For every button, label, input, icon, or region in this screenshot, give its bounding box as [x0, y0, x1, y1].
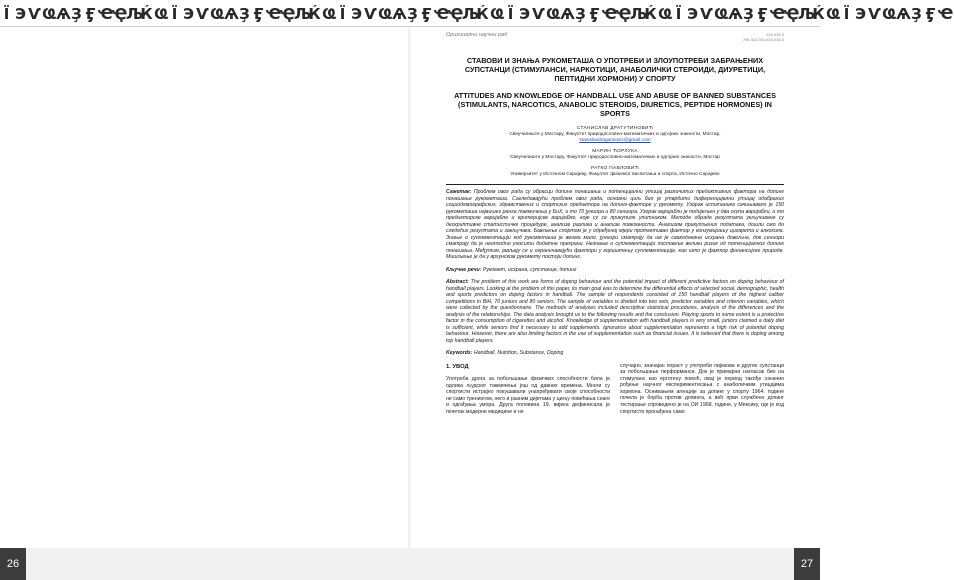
ornament-glyph: Ї — [339, 5, 347, 23]
body-paragraph: случајно, значајан пораст у употреби лијекова и других супстанци за побољшање перформанси. Док је примарни нагласак био на стимуланс као ерготену помоћ, овај је период такође означио рођење научног експериментисања с анаболичким утицајима хормона. Оснивањем агенције за допинг у спорту 1964. године почела је борба против допинга, а већ први службено допинг тестирање спроведено је на ОИ 1968. године, у Мексику, где је код спортиста пронађена само — [620, 362, 784, 415]
ornament-glyph: Ї — [507, 5, 515, 23]
ornament-glyph: Ҩ — [714, 5, 730, 23]
ornament-glyph: Ӻ — [421, 5, 433, 23]
article-top-row — [446, 32, 784, 50]
udc-code-2: 796.322:351.615.035.3 — [742, 37, 784, 42]
body-columns — [446, 363, 784, 416]
udc-codes — [743, 32, 784, 42]
author-affiliation: Универзитет у Источном Сарајеву, Факултет физичког васпитања и спорта, Источно Сарајево — [510, 172, 720, 177]
ornament-glyph: Ҩ — [378, 5, 394, 23]
ornament-glyph: Љ — [798, 5, 817, 23]
author-affiliation: Свеучилиште у Мостару, Факултет природословно-математичких и одгојних знаности, Мостар — [510, 155, 720, 160]
keywords-en-text: Handball, Nutrition, Substance, Doping — [473, 350, 564, 356]
ornament-glyph: Ҿ — [448, 5, 465, 23]
article-title-english: ATTITUDES AND KNOWLEDGE OF HANDBALL USE AND ABUSE OF BANNED SUBSTANCES (STIMULANTS, NARCOTICS, ANABOLIC STEROIDS, DIURETICS, PEPTIDE HORMONES) IN SPORTS — [454, 91, 776, 118]
abstract-text: The problem of this work are forms of doping behaviour and the potential impact of different predictive factors on doping behaviour of handball players. Looking at the problem of this paper, its main goal was to determine the differential effects of selected social, demographic, health and sports predictors on doping factors in handball. The sample of respondents consisted of 150 handball players of the highest caliber competitions in BiH, 70 juniors and 80 seniors. The sample of variables is divided into two sets, predictor variables and criterion variables, which were collected by the questionnaire. The methods of analyses included descriptive statistical procedures, analysis of the differences and the analysis of the relationships. The data analysis brought us to the following results and the conclusion. Playing sports to some extent is a protective factor in the consumption of cigarettes and alcohol. Knowledge of supplementation with handball players is very small, juniors claimed a daily diet is sufficient, while seniors find it necessary to add supplements. Ignorance about supplementation represents a high risk of potential doping behaviour. However, there are also limiting factors in the use of supplementation such as financial issues. It is believed that there is doping among top handball players. — [446, 279, 784, 344]
ornament-glyph: Ҙ — [239, 5, 251, 23]
ornament-glyph: Ї — [843, 5, 851, 23]
ornament-glyph: Ҩ — [826, 5, 842, 23]
author-name: РАТКО ПАВЛОВИЋ — [590, 166, 640, 171]
ornament-glyph: Ѵ — [196, 5, 210, 23]
keywords-label: Кључне речи: — [446, 266, 482, 273]
keywords-text: Рукомет, исхрана, супстанце, допинг — [482, 266, 577, 273]
ornament-glyph: Ҽ — [770, 5, 787, 23]
ornament-glyph: Ӻ — [757, 5, 769, 23]
article-title-serbian: СТАВОВИ И ЗНАЊА РУКОМЕТАША О УПОТРЕБИ И ЗЛОУПОТРЕБИ ЗАБРАЊЕНИХ СУПСТАНЦИ (СТИМУЛАНСИ, НАРКОТИЦИ, АНАБОЛИЧКИ СТЕРОИДИ, ДИУРЕТИЦИ, ПЕПТИДНИ ХОРМОНИ) У СПОРТУ — [464, 56, 766, 83]
ornament-glyph: Ӻ — [589, 5, 601, 23]
keywords-serbian — [446, 267, 784, 274]
ornament-glyph: Ќ — [476, 5, 490, 23]
ornament-glyph: Ќ — [644, 5, 658, 23]
header-ornament-band — [0, 0, 954, 28]
author-block-2 — [446, 149, 784, 161]
ornament-glyph: Ҩ — [490, 5, 506, 23]
ornament-underline — [0, 26, 820, 27]
ornament-glyph: Ѧ — [392, 5, 408, 23]
ornament-glyph: Ҙ — [575, 5, 587, 23]
ornament-glyph: Ҿ — [616, 5, 633, 23]
ornament-glyph: Э — [686, 5, 699, 23]
page-gutter — [408, 28, 412, 548]
ornament-glyph: Ќ — [812, 5, 826, 23]
author-name: СТАНИСЛАВ ДРАГУТИНОВИЋ — [576, 126, 654, 131]
ornament-glyph: Ҩ — [210, 5, 226, 23]
ornament-glyph: Љ — [294, 5, 313, 23]
ornament-glyph: Ҩ — [154, 5, 170, 23]
ornament-glyph: Љ — [462, 5, 481, 23]
ornament-glyph: Ҙ — [407, 5, 419, 23]
ornament-glyph: Ҩ — [882, 5, 898, 23]
ornament-glyph: Ӻ — [85, 5, 97, 23]
footer-bar — [0, 548, 820, 580]
ornament-glyph: Ҩ — [546, 5, 562, 23]
ornament-glyph: Ѧ — [560, 5, 576, 23]
ornament-glyph: Ѵ — [868, 5, 882, 23]
summary-serbian — [446, 189, 784, 261]
summary-text: Проблем овог рада су обрасци допинг понашања и потенцијални утицај различитих предиктивних фактора на допинг понашање рукометаша. Сагледавајући проблем овог рада, основни циљ био је утврдити диференцијални утицај одабраних социодемографских, здравствених и спортских предиктора на допинг-факторе у рукомету. Узорак испитаника сачињавало је 150 рукометаша највишег ранга такмичења у БиХ, и то 70 јуниора и 80 сениора. Узорак варијабли је подијељен у два скупа варијабли, и то предикторске варијабле и критеријске варијабле, које су се прикупиле упитником. Методе обраде резултата укључиване су дескриптивне статистичке процедуре, анализе разлика и анализе повезаности. Анализом прикупљених података, дошли смо до следећих резултата и закључака. Бављење спортом је у одређеној мјери протективан фактор у конзумирању цигарета и алкохола. Знање о суплементацији код рукометаша је веома мало, јуниори сматрају да им је свакодневна исхрана довољна, док сениори сматрају да је неопходно уносити додатне прехрани. Незнање о суплементацији поставље велики ризик од потенцијалног допинг понашања. Међутим, јављају се и ограничавајући фактори у кориштењу суплементације, као што је фактор финансијске природе. Мишљење је да у врхунском рукомету постоји допинг. — [446, 189, 784, 260]
ornament-glyph: Ї — [3, 5, 11, 23]
ornament-glyph: Ҽ — [602, 5, 619, 23]
body-column-left — [446, 363, 610, 416]
ornament-glyph: Љ — [630, 5, 649, 23]
body-column-right — [620, 363, 784, 416]
author-block-3 — [446, 166, 784, 178]
page-number-right: 27 — [794, 548, 820, 580]
author-name: МАРИН ЋОРЛУКА — [592, 149, 638, 154]
ornament-glyph: Ї — [171, 5, 179, 23]
ornament-glyph: Ѧ — [56, 5, 72, 23]
ornament-glyph: Ҽ — [266, 5, 283, 23]
right-page — [446, 32, 784, 544]
page-number-left: 26 — [0, 548, 26, 580]
ornament-glyph: Ҩ — [42, 5, 58, 23]
ornament-glyph: Ѧ — [224, 5, 240, 23]
keywords-en-label: Keywords: — [446, 350, 473, 356]
ornament-glyph: Ӻ — [925, 5, 937, 23]
ornament-glyph: Ѧ — [728, 5, 744, 23]
abstract-label: Abstract: — [446, 279, 469, 285]
ornament-glyph: Э — [182, 5, 195, 23]
ornament-glyph: Ѵ — [532, 5, 546, 23]
abstract-english — [446, 279, 784, 344]
ornament-glyph: Ќ — [140, 5, 154, 23]
ornament-glyph: Ѵ — [364, 5, 378, 23]
ornament-glyph: Ҙ — [71, 5, 83, 23]
ornament-glyph: Ҩ — [322, 5, 338, 23]
ornament-glyph: Ҽ — [434, 5, 451, 23]
ornament-glyph: Ѧ — [896, 5, 912, 23]
keywords-english — [446, 350, 784, 357]
udc-code-1: 615.035.3 — [766, 32, 784, 37]
ornament-glyph: Ҿ — [280, 5, 297, 23]
author-block-1 — [446, 126, 784, 144]
ornament-glyph: Ҿ — [784, 5, 801, 23]
ornament-glyph: Ҿ — [112, 5, 129, 23]
ornament-glyph: Љ — [126, 5, 145, 23]
ornament-glyph: Ќ — [308, 5, 322, 23]
ornament-glyph: Ӻ — [253, 5, 265, 23]
summary-label: Сажетак: — [446, 189, 472, 195]
abstract-separator — [446, 184, 784, 185]
ornament-glyph: Ҙ — [743, 5, 755, 23]
ornament-glyph: Э — [518, 5, 531, 23]
article-category: Оригинални научни рад — [446, 32, 508, 38]
ornament-glyph: Ҽ — [98, 5, 115, 23]
ornament-pattern — [0, 0, 952, 28]
ornament-glyph: Э — [14, 5, 27, 23]
author-email-link[interactable]: stanislavdragutinovic@gmail.com — [579, 138, 651, 143]
body-paragraph: Употреба дрога за побољшање физичких способности била је одлика људског такмичења још од давних времена. Многи су спортисти истрајно покушавали унапређивати своје способности не само тренингом, него и разним дијетама у циљу повећања снаге и одгађања умора. Друга половина 19. вијека дефинисала је почетак модерне медицине и не — [446, 376, 610, 416]
section-heading: 1. УВОД — [446, 363, 469, 370]
ornament-glyph: Ѵ — [700, 5, 714, 23]
ornament-glyph: Ѵ — [28, 5, 42, 23]
ornament-glyph: Э — [854, 5, 867, 23]
ornament-glyph: Ҩ — [658, 5, 674, 23]
ornament-glyph: Ї — [675, 5, 683, 23]
ornament-glyph: Э — [350, 5, 363, 23]
ornament-glyph: Ҽ — [938, 5, 954, 23]
author-affiliation: Свеучилиште у Мостару, Факултет природословно-математичких и одгојних знаности, Мостар, — [509, 132, 721, 137]
ornament-glyph: Ҙ — [911, 5, 923, 23]
